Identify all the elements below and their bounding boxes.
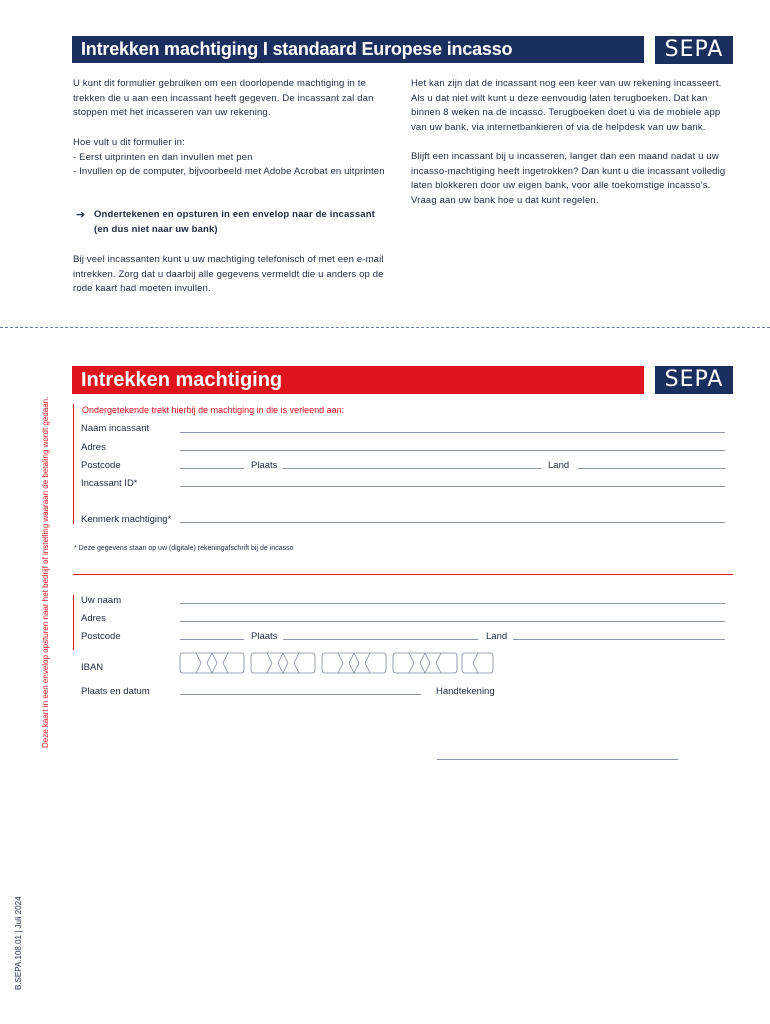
arrow-right-icon: ➔ <box>76 209 86 221</box>
intro-paragraph: U kunt dit formulier gebruiken om een doorlopende machtiging in te trekken die u aan een incassant heeft gegeven. De incassant zal dan stoppen met het incasseren van uw rekening. <box>73 78 374 119</box>
card-title: Intrekken machtiging <box>72 366 644 394</box>
section-divider <box>73 574 733 575</box>
how-to-item-print: - Eerst uitprinten en dan invullen met pen <box>73 151 253 163</box>
instruction-line-1: Ondertekenen en opsturen in een envelop naar de incassant <box>94 209 375 220</box>
uw-adres-label: Adres <box>81 613 106 624</box>
plaats-datum-label: Plaats en datum <box>81 686 150 697</box>
block-paragraph: Blijft een incassant bij u incasseren, langer dan een maand nadat u uw incasso-machtiging heeft ingetrokken? Dan kunt u die incassant volledig laten blokkeren door uw eigen bank, voor alle toekomstige incasso’s. Vraag aan uw bank hoe u dat kunt regelen. <box>411 151 726 207</box>
plaats-datum-field[interactable] <box>180 694 421 695</box>
incassant-id-label: Incassant ID* <box>81 478 138 489</box>
incassant-adres-field[interactable] <box>180 450 725 451</box>
debtor-section-rule <box>73 595 74 650</box>
uw-postcode-label: Postcode <box>81 631 121 642</box>
incassant-id-field[interactable] <box>180 486 725 487</box>
incassant-postcode-label: Postcode <box>81 460 121 471</box>
uw-plaats-label: Plaats <box>251 631 278 642</box>
incassant-land-label: Land <box>548 460 570 471</box>
uw-plaats-field[interactable] <box>283 639 478 640</box>
iban-group-2[interactable] <box>250 652 316 674</box>
cut-line <box>0 327 770 328</box>
refund-paragraph: Het kan zijn dat de incassant nog een keer van uw rekening incasseert. Als u dat niet wilt kunt u deze eenvoudig laten terugboeken. Dat kan binnen 8 weken na de incasso. Terugboeken doet u via de mobiele app van uw bank, via internetbankieren of via de helpdesk van uw bank. <box>411 78 722 134</box>
card-intro-line: Ondergetekende trekt hierbij de machtiging in die is verleend aan: <box>82 405 345 415</box>
footnote: * Deze gegevens staan op uw (digitale) rekeningafschrift bij de incasso <box>74 545 294 552</box>
naam-incassant-label: Naam incassant <box>81 423 150 434</box>
incassant-land-field[interactable] <box>578 468 725 469</box>
uw-adres-field[interactable] <box>180 621 725 622</box>
incassant-adres-label: Adres <box>81 442 106 453</box>
naam-incassant-field[interactable] <box>180 432 725 433</box>
incassant-plaats-label: Plaats <box>251 460 278 471</box>
form-code: B.SEPA.108.01 | Juli 2024 <box>14 896 23 990</box>
how-to-block <box>73 136 391 180</box>
handtekening-label: Handtekening <box>436 686 495 697</box>
uw-land-label: Land <box>486 631 508 642</box>
uw-land-field[interactable] <box>513 639 725 640</box>
incassant-plaats-field[interactable] <box>283 468 541 469</box>
page-title: Intrekken machtiging I standaard Europese incasso <box>72 36 644 63</box>
sepa-logo: SEPA <box>655 36 733 64</box>
iban-label: IBAN <box>81 662 104 673</box>
uw-naam-field[interactable] <box>180 603 725 604</box>
iban-group-1[interactable] <box>179 652 245 674</box>
instruction-block <box>94 208 394 237</box>
iban-group-5[interactable] <box>461 652 494 674</box>
section-rule <box>73 404 74 524</box>
iban-group-4[interactable] <box>392 652 458 674</box>
how-to-item-computer: - Invullen op de computer, bijvoorbeeld met Adobe Acrobat en uitprinten <box>73 166 385 178</box>
kenmerk-label: Kenmerk machtiging* <box>81 514 172 525</box>
uw-naam-label: Uw naam <box>81 595 122 606</box>
instruction-line-2: (en dus niet naar uw bank) <box>94 223 218 235</box>
kenmerk-field[interactable] <box>180 522 725 523</box>
uw-postcode-field[interactable] <box>180 639 244 640</box>
incassant-postcode-field[interactable] <box>180 468 244 469</box>
side-instruction: Deze kaart in een envelop opsturen naar het bedrijf of instelling waaraan de betaling wordt gedaan. <box>41 396 50 748</box>
handtekening-field[interactable] <box>437 759 678 760</box>
how-to-heading: Hoe vult u dit formulier in: <box>73 137 185 148</box>
card-sepa-logo: SEPA <box>655 366 733 394</box>
phone-email-paragraph: Bij veel incassanten kunt u uw machtiging telefonisch of met een e-mail intrekken. Zorg dat u daarbij alle gegevens vermeldt die u anders op de rode kaart had moeten invullen. <box>73 254 384 295</box>
iban-group-3[interactable] <box>321 652 387 674</box>
